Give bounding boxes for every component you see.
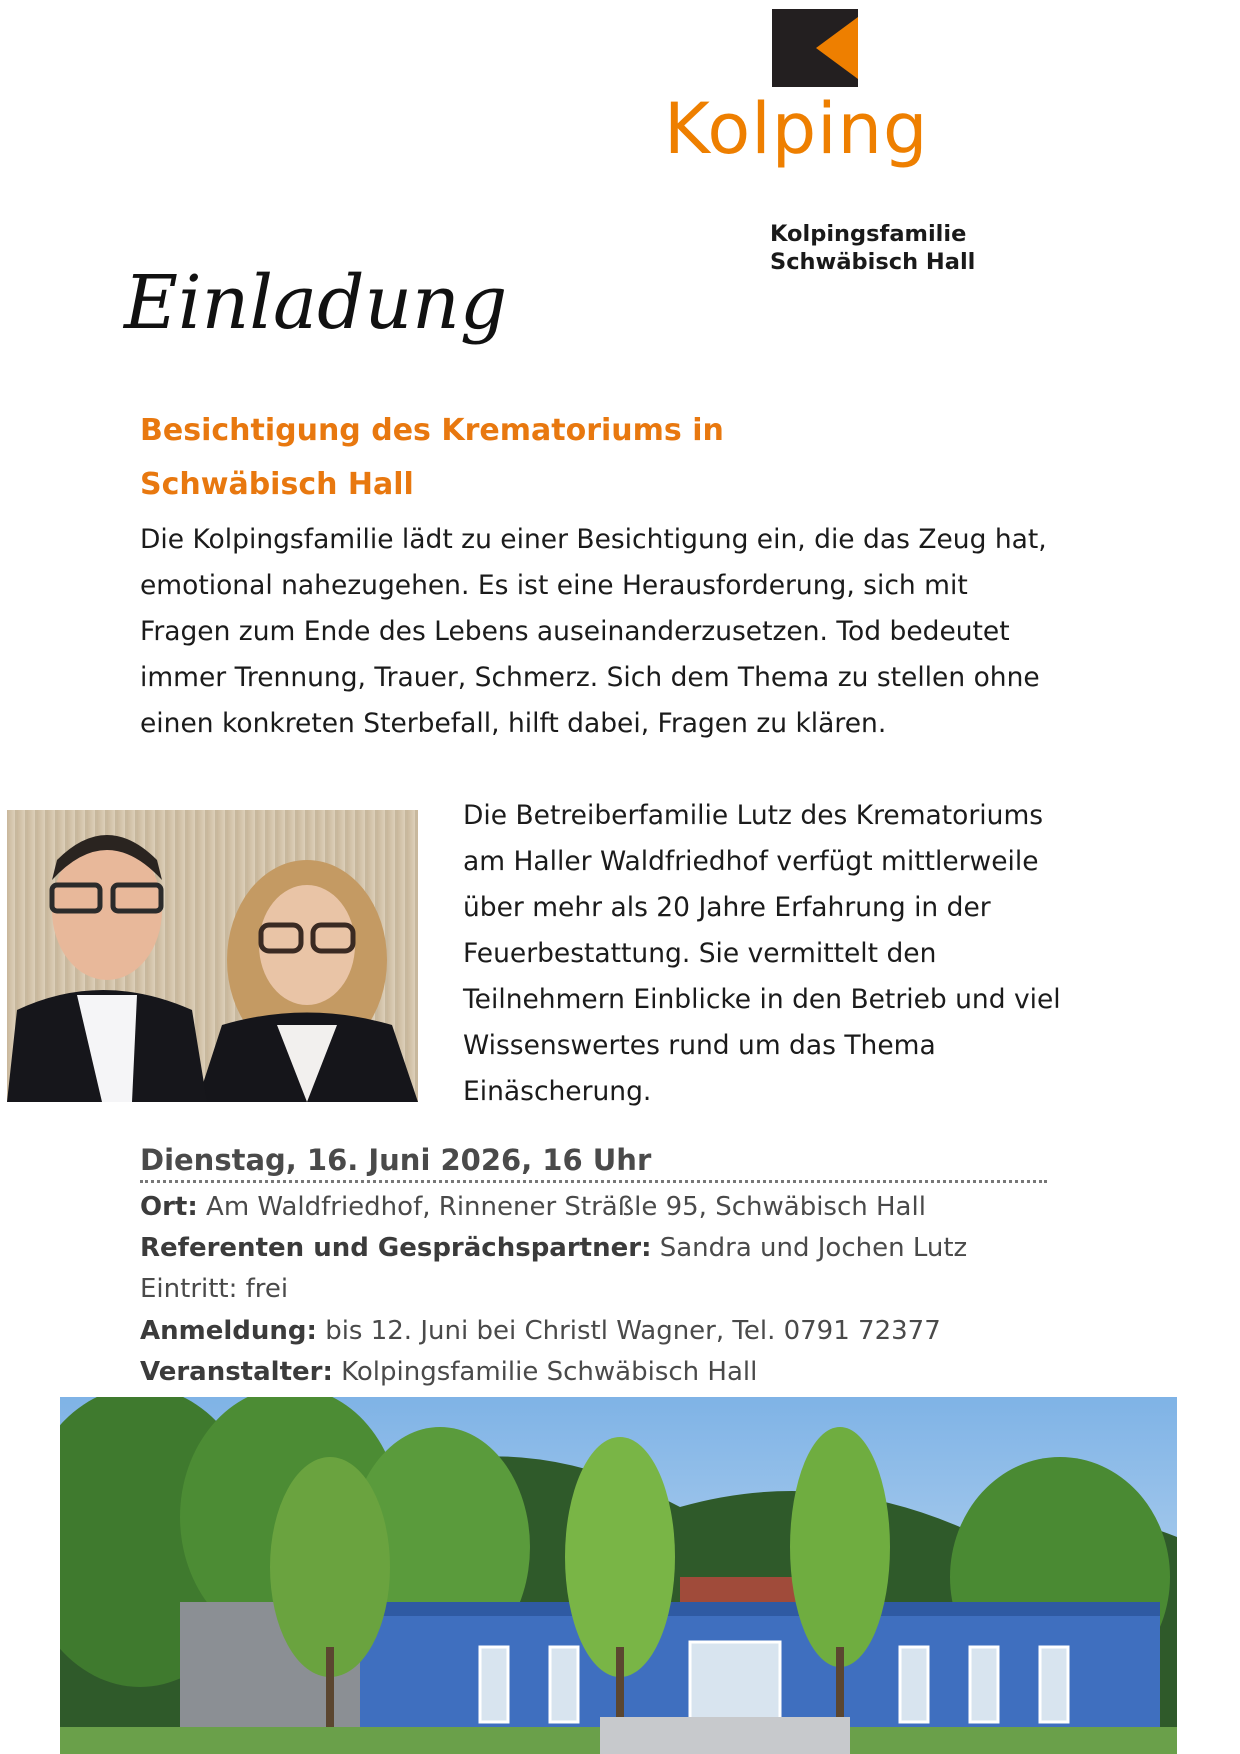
detail-admission xyxy=(140,1272,1140,1306)
detail-organizer xyxy=(140,1355,1140,1389)
invitation-title: Einladung xyxy=(124,260,508,346)
detail-registration-label: Anmeldung: xyxy=(140,1316,317,1346)
intro-paragraph: Die Kolpingsfamilie lädt zu einer Besichtigung ein, die das Zeug hat, emotional nahezugehen. Es ist eine Herausforderung, sich mit Fragen zum Ende des Lebens auseinanderzusetzen. Tod bedeutet immer Trennung, Trauer, Schmerz. Sich dem Thema zu stellen ohne einen konkreten Sterbefall, hilft dabei, Fragen zu klären. xyxy=(140,524,1047,739)
crematorium-building-photo xyxy=(60,1397,1177,1754)
detail-registration-value: bis 12. Juni bei Christl Wagner, Tel. 0791 72377 xyxy=(325,1316,941,1346)
event-date: Dienstag, 16. Juni 2026, 16 Uhr xyxy=(140,1143,652,1177)
detail-location-value: Am Waldfriedhof, Rinnener Sträßle 95, Schwäbisch Hall xyxy=(206,1192,926,1222)
detail-speakers-label: Referenten und Gesprächspartner: xyxy=(140,1233,652,1263)
detail-registration xyxy=(140,1314,1140,1348)
detail-organizer-value: Kolpingsfamilie Schwäbisch Hall xyxy=(341,1357,758,1387)
detail-speakers-value: Sandra und Jochen Lutz xyxy=(659,1233,968,1263)
detail-organizer-label: Veranstalter: xyxy=(140,1357,333,1387)
detail-admission-value: Eintritt: frei xyxy=(140,1274,289,1304)
logo-subtitle-line1: Kolpingsfamilie xyxy=(770,221,967,247)
kolping-logo-icon xyxy=(772,9,858,87)
dotted-divider xyxy=(140,1180,1047,1183)
operator-paragraph: Die Betreiberfamilie Lutz des Krematoriums am Haller Waldfriedhof verfügt mittlerweile über mehr als 20 Jahre Erfahrung in der Feuerbestattung. Sie vermittelt den Teilnehmern Einblicke in den Betrieb und viel Wissenswertes rund um das Thema Einäscherung. xyxy=(463,800,1061,1107)
logo-subtitle xyxy=(770,220,975,276)
logo-wordmark: Kolping xyxy=(664,88,929,170)
detail-speakers xyxy=(140,1231,1140,1265)
detail-location xyxy=(140,1190,1140,1224)
detail-location-label: Ort: xyxy=(140,1192,198,1222)
logo-subtitle-line2: Schwäbisch Hall xyxy=(770,249,976,275)
event-headline: Besichtigung des Krematoriums in Schwäbisch Hall xyxy=(140,413,724,502)
portrait-photo xyxy=(7,810,418,1102)
